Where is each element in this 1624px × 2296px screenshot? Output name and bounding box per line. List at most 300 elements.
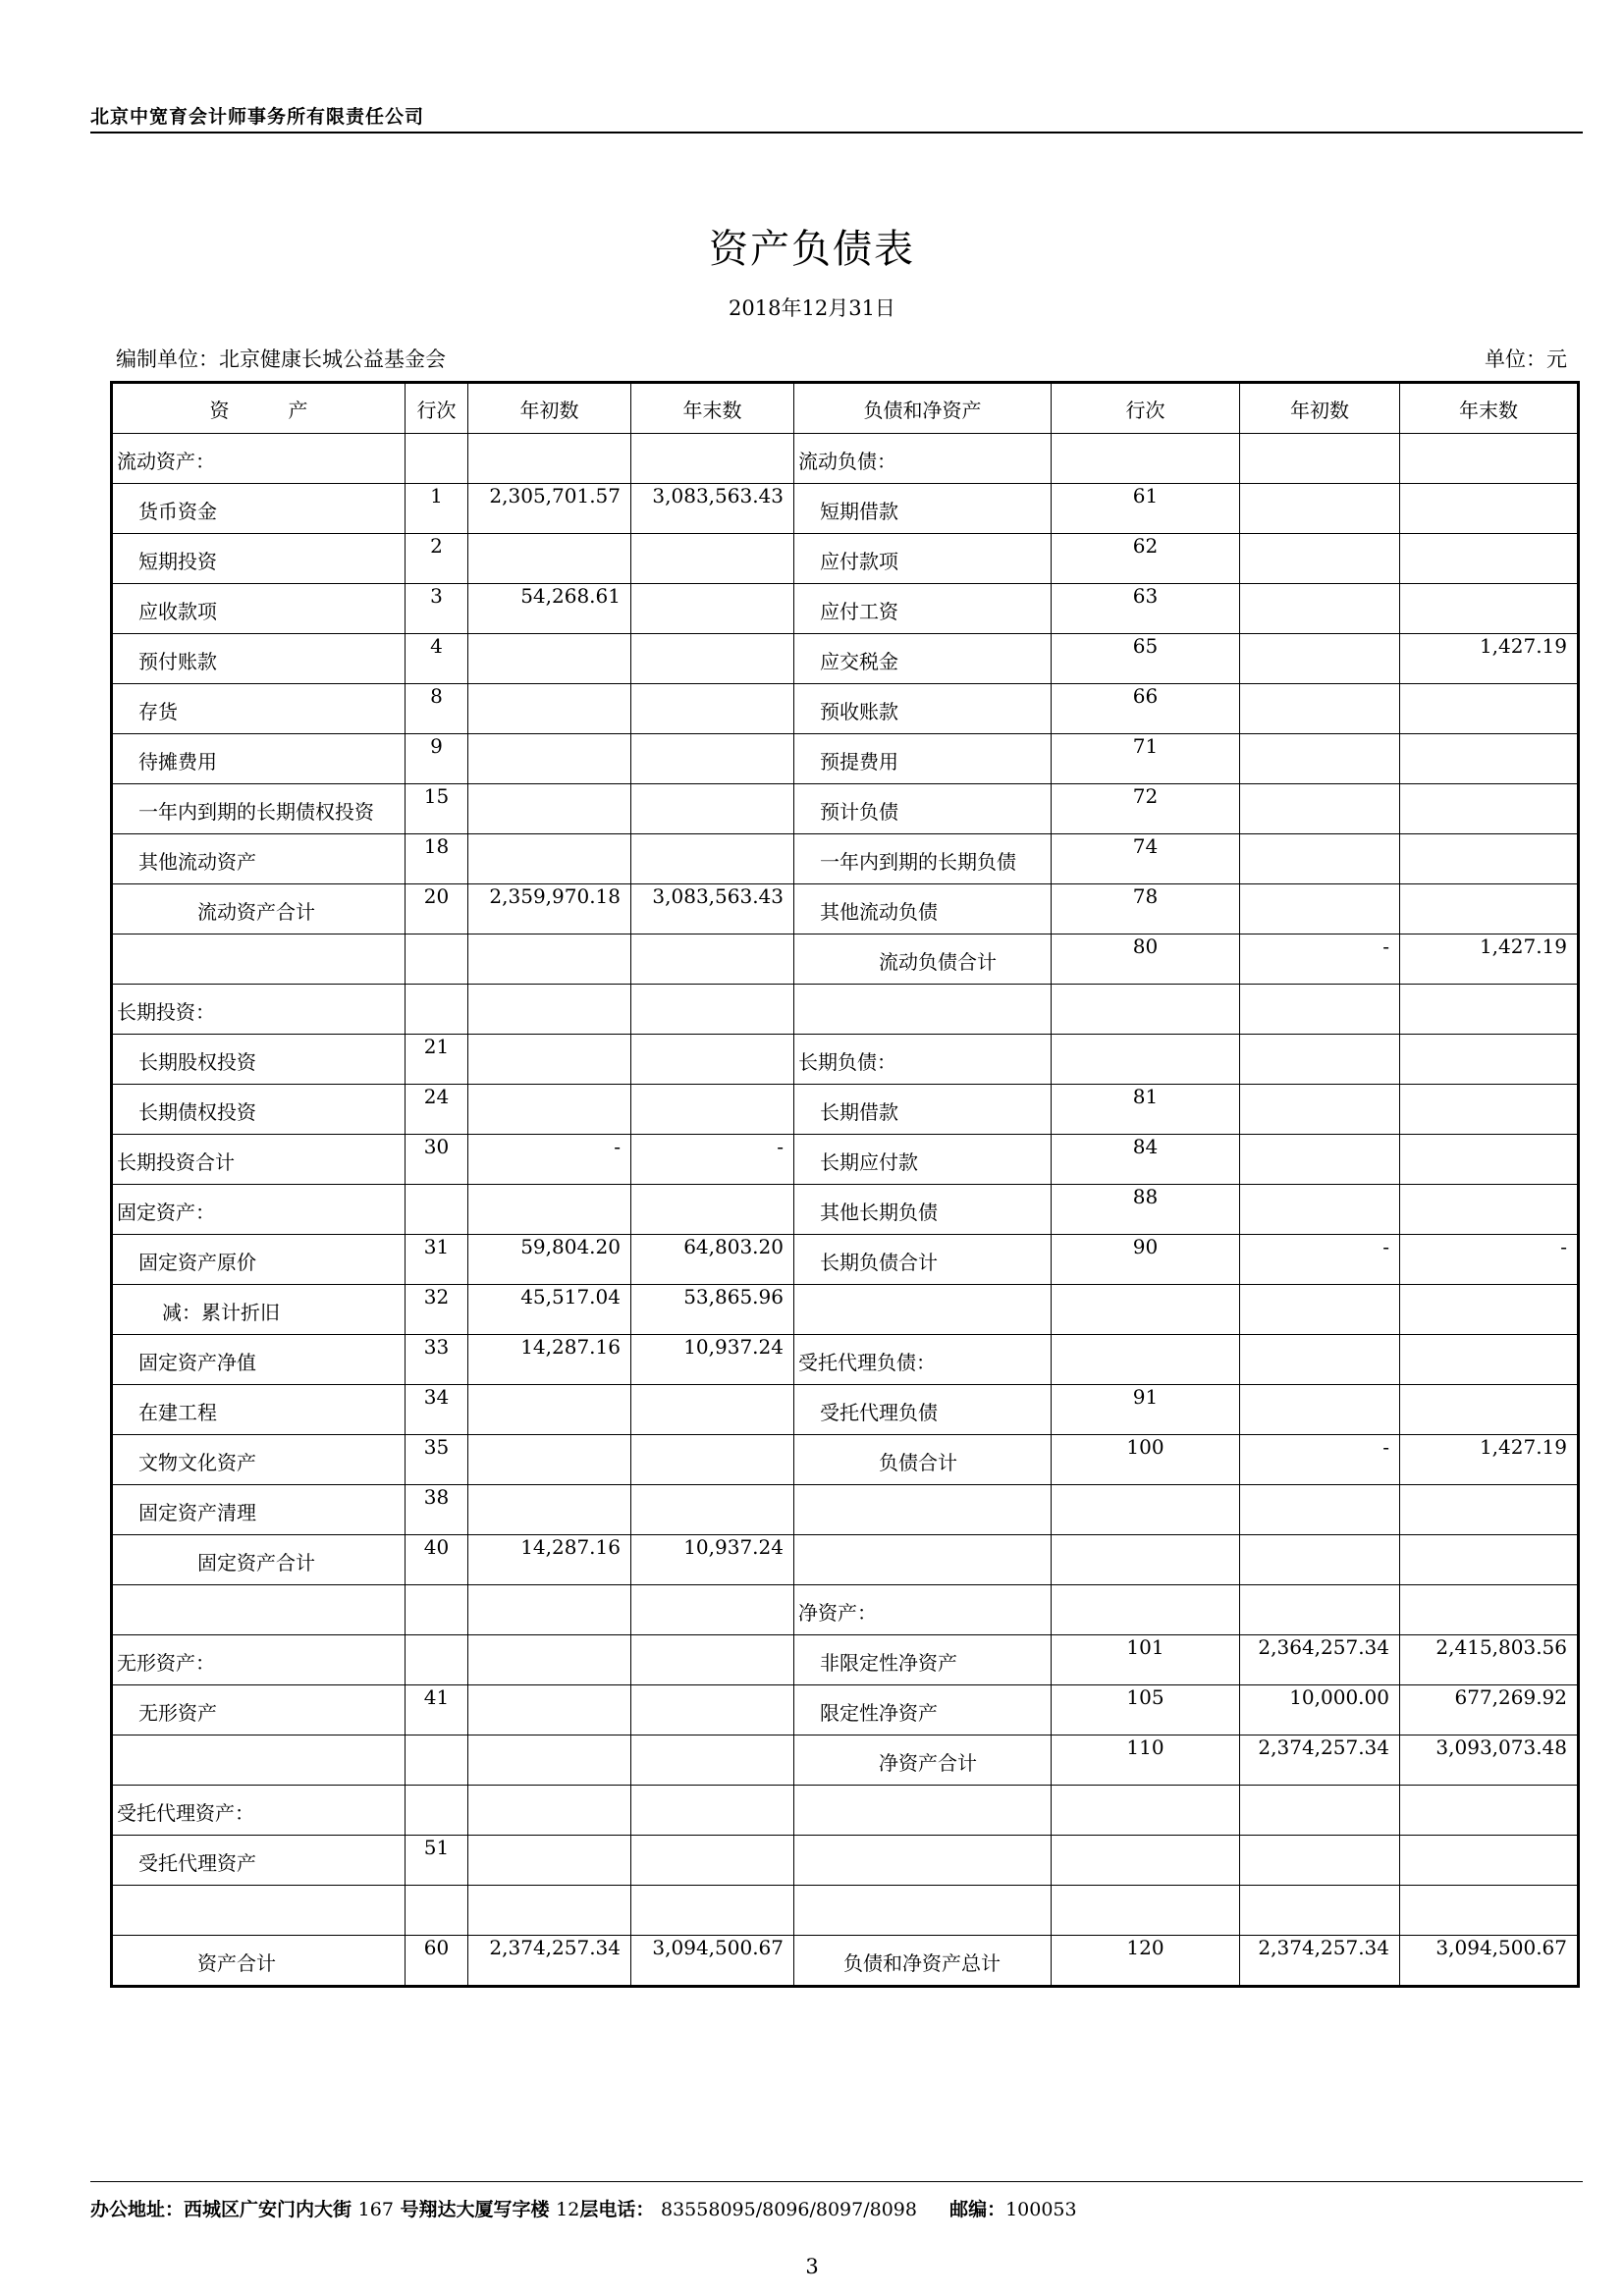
asset-line-no: 8: [430, 684, 443, 708]
column-header: 年初数: [1240, 383, 1400, 434]
asset-item-cell: [112, 1235, 406, 1285]
asset-item: 文物文化资产: [138, 1451, 256, 1474]
liability-ending-value: [1400, 1135, 1577, 1145]
asset-line-no: 3: [430, 584, 443, 608]
liability-ending-value-cell: [1400, 684, 1579, 734]
liability-beginning-value: [1240, 1185, 1399, 1195]
asset-ending-value: [631, 1685, 793, 1695]
liability-line-no: 63: [1132, 584, 1159, 608]
asset-beginning-value-cell: [468, 634, 631, 684]
asset-ending-value-cell: [631, 1735, 794, 1786]
asset-item: 长期投资合计: [117, 1150, 235, 1174]
asset-beginning-value: [468, 1385, 630, 1395]
liability-ending-value: 1,427.19: [1479, 934, 1567, 958]
asset-item: 短期投资: [138, 550, 217, 573]
liability-ending-value: [1400, 1385, 1577, 1395]
asset-line-no: 33: [423, 1335, 450, 1359]
liability-beginning-value: [1240, 584, 1399, 594]
asset-line-no-cell: [406, 1886, 468, 1936]
asset-line-no-cell: [406, 1585, 468, 1635]
liability-ending-value: [1400, 1886, 1577, 1896]
liability-beginning-value: -: [1382, 934, 1389, 958]
asset-item-cell: [112, 534, 406, 584]
postal-code: 100053: [1005, 2199, 1077, 2220]
asset-item-cell: [112, 684, 406, 734]
asset-line-no: 18: [423, 834, 450, 858]
asset-beginning-value-cell: [468, 985, 631, 1035]
liability-beginning-value: [1240, 1786, 1399, 1795]
liability-ending-value-cell: [1400, 884, 1579, 934]
liability-item-cell: [794, 1135, 1052, 1185]
asset-ending-value-cell: [631, 1435, 794, 1485]
liability-line-no-cell: [1052, 684, 1240, 734]
asset-beginning-value-cell: [468, 934, 631, 985]
asset-item-cell: [112, 1435, 406, 1485]
table-row: [112, 1035, 1579, 1085]
liability-item: 流动负债合计: [879, 950, 997, 974]
liability-line-no: 120: [1126, 1936, 1164, 1959]
asset-line-no-cell: [406, 1485, 468, 1535]
column-header: 年初数: [468, 383, 631, 434]
liability-ending-value-cell: [1400, 1185, 1579, 1235]
asset-beginning-value-cell: [468, 1535, 631, 1585]
liability-ending-value-cell: [1400, 834, 1579, 884]
asset-ending-value: -: [777, 1135, 784, 1158]
table-row: [112, 1886, 1579, 1936]
liability-ending-value: [1400, 584, 1577, 594]
liability-beginning-value: [1240, 1836, 1399, 1845]
asset-line-no: [406, 985, 467, 993]
liability-beginning-value-cell: [1240, 884, 1400, 934]
liability-ending-value-cell: [1400, 1385, 1579, 1435]
liability-line-no-cell: [1052, 884, 1240, 934]
liability-ending-value-cell: [1400, 934, 1579, 985]
column-header: 年末数: [1400, 383, 1579, 434]
asset-ending-value: [631, 1735, 793, 1745]
liability-beginning-value-cell: [1240, 1035, 1400, 1085]
liability-ending-value-cell: [1400, 1535, 1579, 1585]
header-rule: [90, 132, 1583, 133]
liability-beginning-value-cell: [1240, 1335, 1400, 1385]
asset-item-cell: [112, 1585, 406, 1635]
liability-item-cell: [794, 1085, 1052, 1135]
asset-ending-value: 10,937.24: [683, 1335, 784, 1359]
liability-line-no: 101: [1126, 1635, 1164, 1659]
table-row: [112, 784, 1579, 834]
asset-beginning-value: [468, 634, 630, 644]
table-row: [112, 1435, 1579, 1485]
asset-beginning-value-cell: [468, 1185, 631, 1235]
liability-line-no-cell: [1052, 1485, 1240, 1535]
liability-beginning-value: [1240, 534, 1399, 544]
asset-ending-value-cell: [631, 1685, 794, 1735]
asset-ending-value-cell: [631, 1635, 794, 1685]
liability-item: 非限定性净资产: [820, 1651, 957, 1675]
asset-line-no-cell: [406, 1135, 468, 1185]
asset-line-no-cell: [406, 684, 468, 734]
asset-item: 存货: [138, 700, 178, 723]
liability-beginning-value-cell: [1240, 484, 1400, 534]
liability-beginning-value-cell: [1240, 1635, 1400, 1685]
page-number: 3: [805, 2255, 819, 2278]
liability-item-cell: [794, 1685, 1052, 1735]
liability-ending-value: [1400, 534, 1577, 544]
asset-item-cell: [112, 934, 406, 985]
asset-beginning-value-cell: [468, 1385, 631, 1435]
liability-line-no: 71: [1132, 734, 1159, 758]
report-title: 资产负债表: [709, 227, 915, 272]
table-row: [112, 1735, 1579, 1786]
table-row: [112, 484, 1579, 534]
asset-item-cell: [112, 1836, 406, 1886]
asset-ending-value-cell: [631, 1786, 794, 1836]
liability-ending-value: 677,269.92: [1454, 1685, 1567, 1709]
asset-item-cell: [112, 1936, 406, 1987]
asset-beginning-value: 14,287.16: [520, 1335, 621, 1359]
asset-line-no: [406, 434, 467, 443]
liability-beginning-value-cell: [1240, 1235, 1400, 1285]
asset-ending-value-cell: [631, 1385, 794, 1435]
liability-line-no: 88: [1132, 1185, 1159, 1208]
liability-item-cell: [794, 1886, 1052, 1936]
asset-line-no-cell: [406, 834, 468, 884]
asset-line-no: 34: [423, 1385, 450, 1409]
asset-line-no: 4: [430, 634, 443, 658]
asset-ending-value: 3,083,563.43: [652, 484, 784, 507]
asset-item-cell: [112, 1085, 406, 1135]
asset-item-cell: [112, 584, 406, 634]
asset-line-no: [406, 1635, 467, 1644]
liability-beginning-value-cell: [1240, 1135, 1400, 1185]
asset-line-no-cell: [406, 1535, 468, 1585]
asset-ending-value: [631, 1635, 793, 1645]
asset-line-no-cell: [406, 1185, 468, 1235]
liability-item-cell: [794, 1735, 1052, 1786]
asset-line-no: 40: [423, 1535, 450, 1559]
asset-beginning-value-cell: [468, 1585, 631, 1635]
liability-line-no: 72: [1132, 784, 1159, 808]
asset-item-cell: [112, 434, 406, 484]
table-row: [112, 534, 1579, 584]
liability-beginning-value-cell: [1240, 1485, 1400, 1535]
floor-number: 12: [556, 2199, 580, 2220]
asset-ending-value-cell: [631, 1836, 794, 1886]
asset-line-no-cell: [406, 1786, 468, 1836]
liability-beginning-value: -: [1382, 1235, 1389, 1258]
asset-item-cell: [112, 1685, 406, 1735]
asset-ending-value: [631, 1786, 793, 1795]
liability-ending-value: [1400, 484, 1577, 494]
liability-item: 其他流动负债: [820, 900, 938, 924]
liability-ending-value: [1400, 834, 1577, 844]
asset-item-cell: [112, 1335, 406, 1385]
liability-line-no: [1052, 1836, 1239, 1844]
asset-item: [113, 1735, 405, 1747]
asset-item: 减：累计折旧: [162, 1301, 280, 1324]
liability-ending-value: [1400, 1335, 1577, 1345]
asset-line-no: [406, 934, 467, 943]
asset-ending-value: [631, 634, 793, 644]
liability-line-no-cell: [1052, 1735, 1240, 1786]
liability-beginning-value-cell: [1240, 1385, 1400, 1435]
asset-item: 固定资产原价: [138, 1251, 256, 1274]
asset-ending-value-cell: [631, 985, 794, 1035]
asset-line-no: [406, 1786, 467, 1794]
liability-line-no-cell: [1052, 1535, 1240, 1585]
table-row: [112, 634, 1579, 684]
table-row: [112, 1385, 1579, 1435]
liability-item: 预收账款: [820, 700, 898, 723]
asset-ending-value: 53,865.96: [683, 1285, 784, 1308]
liability-line-no-cell: [1052, 1886, 1240, 1936]
asset-ending-value-cell: [631, 734, 794, 784]
liability-line-no: 65: [1132, 634, 1159, 658]
asset-beginning-value: [468, 1786, 630, 1795]
liability-ending-value: 1,427.19: [1479, 1435, 1567, 1459]
liability-ending-value: [1400, 1485, 1577, 1495]
liability-line-no-cell: [1052, 934, 1240, 985]
asset-line-no: [406, 1735, 467, 1744]
asset-item: 固定资产合计: [197, 1551, 315, 1575]
table-row: [112, 684, 1579, 734]
liability-item-cell: [794, 1635, 1052, 1685]
asset-beginning-value: [468, 1685, 630, 1695]
liability-ending-value: -: [1560, 1235, 1567, 1258]
table-row: [112, 1185, 1579, 1235]
asset-ending-value: [631, 1485, 793, 1495]
asset-beginning-value: [468, 534, 630, 544]
liability-item-cell: [794, 584, 1052, 634]
liability-line-no: 91: [1132, 1385, 1159, 1409]
liability-ending-value-cell: [1400, 434, 1579, 484]
asset-beginning-value-cell: [468, 1335, 631, 1385]
liability-line-no: 90: [1132, 1235, 1159, 1258]
asset-beginning-value: [468, 1035, 630, 1044]
asset-line-no-cell: [406, 1235, 468, 1285]
liability-beginning-value: [1240, 884, 1399, 894]
phone-numbers: 83558095/8096/8097/8098: [661, 2199, 917, 2220]
liability-line-no: 78: [1132, 884, 1159, 908]
table-row: [112, 584, 1579, 634]
asset-item-cell: [112, 1535, 406, 1585]
asset-line-no-cell: [406, 1936, 468, 1987]
asset-ending-value-cell: [631, 1135, 794, 1185]
asset-beginning-value: [468, 1836, 630, 1845]
liability-beginning-value-cell: [1240, 1185, 1400, 1235]
firm-name: 北京中宽育会计师事务所有限责任公司: [90, 106, 425, 128]
asset-item: 受托代理资产：: [117, 1801, 254, 1825]
liability-item: 限定性净资产: [820, 1701, 938, 1725]
liability-item-cell: [794, 1035, 1052, 1085]
asset-ending-value-cell: [631, 584, 794, 634]
liability-beginning-value-cell: [1240, 934, 1400, 985]
asset-beginning-value-cell: [468, 534, 631, 584]
liability-ending-value: [1400, 884, 1577, 894]
liability-item: 受托代理负债：: [798, 1351, 936, 1374]
liability-item-cell: [794, 1235, 1052, 1285]
liability-ending-value: 3,093,073.48: [1435, 1735, 1567, 1759]
table-row: [112, 884, 1579, 934]
asset-ending-value: [631, 1085, 793, 1095]
liability-ending-value-cell: [1400, 1735, 1579, 1786]
asset-line-no: [406, 1185, 467, 1194]
liability-line-no-cell: [1052, 734, 1240, 784]
asset-ending-value: [631, 1385, 793, 1395]
asset-beginning-value: [468, 1435, 630, 1445]
liability-beginning-value-cell: [1240, 1685, 1400, 1735]
liability-line-no: [1052, 1485, 1239, 1494]
liability-line-no: [1052, 1535, 1239, 1544]
column-header: 年末数: [631, 383, 794, 434]
office-address: [90, 2195, 1077, 2221]
liability-item-cell: [794, 1435, 1052, 1485]
asset-item: 长期股权投资: [138, 1050, 256, 1074]
liability-item: [794, 1886, 1051, 1897]
asset-item-cell: [112, 734, 406, 784]
asset-item: 应收款项: [138, 600, 217, 623]
liability-ending-value-cell: [1400, 634, 1579, 684]
asset-item-cell: [112, 634, 406, 684]
asset-beginning-value: [468, 1085, 630, 1095]
liability-beginning-value-cell: [1240, 834, 1400, 884]
liability-beginning-value-cell: [1240, 434, 1400, 484]
liability-line-no-cell: [1052, 784, 1240, 834]
liability-line-no: 105: [1126, 1685, 1164, 1709]
liability-line-no: 84: [1132, 1135, 1159, 1158]
liability-beginning-value: [1240, 634, 1399, 644]
liability-line-no: 66: [1132, 684, 1159, 708]
liability-beginning-value: 2,364,257.34: [1258, 1635, 1389, 1659]
asset-item: 待摊费用: [138, 750, 217, 774]
asset-ending-value: [631, 1035, 793, 1044]
liability-ending-value-cell: [1400, 1235, 1579, 1285]
asset-ending-value: [631, 834, 793, 844]
asset-beginning-value-cell: [468, 1435, 631, 1485]
column-header: 行次: [1052, 383, 1240, 434]
asset-beginning-value: [468, 1735, 630, 1745]
liability-item-cell: [794, 1285, 1052, 1335]
liability-item: 应付款项: [820, 550, 898, 573]
asset-beginning-value: 2,305,701.57: [489, 484, 621, 507]
liability-ending-value-cell: [1400, 534, 1579, 584]
liability-beginning-value: [1240, 834, 1399, 844]
asset-item-cell: [112, 1185, 406, 1235]
liability-item: 长期应付款: [820, 1150, 918, 1174]
asset-ending-value-cell: [631, 1035, 794, 1085]
footer-rule: [90, 2181, 1583, 2182]
asset-beginning-value: [468, 1886, 630, 1896]
table-row: [112, 1135, 1579, 1185]
table-row: [112, 934, 1579, 985]
liability-item: [794, 1786, 1051, 1797]
liability-beginning-value: [1240, 1485, 1399, 1495]
asset-line-no-cell: [406, 584, 468, 634]
liability-line-no-cell: [1052, 1836, 1240, 1886]
asset-item-cell: [112, 1385, 406, 1435]
asset-line-no: 41: [423, 1685, 450, 1709]
asset-item: 受托代理资产: [138, 1851, 256, 1875]
asset-beginning-value-cell: [468, 434, 631, 484]
asset-item: 货币资金: [138, 500, 217, 523]
asset-beginning-value: [468, 684, 630, 694]
liability-beginning-value: [1240, 1285, 1399, 1295]
table-row: [112, 834, 1579, 884]
asset-beginning-value: 59,804.20: [520, 1235, 621, 1258]
asset-line-no-cell: [406, 1035, 468, 1085]
asset-item-cell: [112, 1135, 406, 1185]
liability-ending-value-cell: [1400, 1085, 1579, 1135]
table-row: [112, 1936, 1579, 1987]
liability-item: 长期负债：: [798, 1050, 896, 1074]
asset-ending-value: [631, 734, 793, 744]
liability-beginning-value: [1240, 1135, 1399, 1145]
asset-line-no: 51: [423, 1836, 450, 1859]
asset-ending-value: 3,083,563.43: [652, 884, 784, 908]
asset-beginning-value: [468, 1485, 630, 1495]
liability-beginning-value-cell: [1240, 1285, 1400, 1335]
asset-item: 固定资产净值: [138, 1351, 256, 1374]
asset-ending-value-cell: [631, 934, 794, 985]
asset-line-no: 2: [430, 534, 443, 558]
liability-ending-value: [1400, 734, 1577, 744]
asset-beginning-value-cell: [468, 1786, 631, 1836]
asset-item-cell: [112, 1886, 406, 1936]
asset-item: 流动资产：: [117, 450, 215, 473]
table-row: [112, 434, 1579, 484]
table-header-row: [112, 383, 1579, 434]
liability-beginning-value: [1240, 1535, 1399, 1545]
asset-line-no-cell: [406, 784, 468, 834]
liability-ending-value: [1400, 1185, 1577, 1195]
liability-beginning-value-cell: [1240, 584, 1400, 634]
liability-beginning-value-cell: [1240, 1435, 1400, 1485]
liability-beginning-value-cell: [1240, 985, 1400, 1035]
liability-line-no-cell: [1052, 1085, 1240, 1135]
liability-beginning-value: [1240, 784, 1399, 794]
liability-beginning-value: 10,000.00: [1289, 1685, 1389, 1709]
liability-item: [794, 985, 1051, 996]
table-row: [112, 1285, 1579, 1335]
liability-item-cell: [794, 734, 1052, 784]
liability-line-no-cell: [1052, 834, 1240, 884]
liability-item-cell: [794, 1385, 1052, 1435]
liability-beginning-value-cell: [1240, 784, 1400, 834]
asset-beginning-value: -: [614, 1135, 621, 1158]
liability-item-cell: [794, 985, 1052, 1035]
liability-line-no-cell: [1052, 634, 1240, 684]
liability-line-no: [1052, 1285, 1239, 1294]
asset-ending-value-cell: [631, 784, 794, 834]
asset-line-no-cell: [406, 634, 468, 684]
asset-beginning-value-cell: [468, 834, 631, 884]
table-row: [112, 1335, 1579, 1385]
liability-beginning-value-cell: [1240, 1936, 1400, 1987]
asset-item: [113, 1585, 405, 1597]
asset-ending-value: [631, 1435, 793, 1445]
liability-line-no-cell: [1052, 584, 1240, 634]
liability-line-no-cell: [1052, 1786, 1240, 1836]
asset-line-no-cell: [406, 1385, 468, 1435]
asset-beginning-value-cell: [468, 1685, 631, 1735]
liability-item: 预计负债: [820, 800, 898, 824]
asset-item: 无形资产: [138, 1701, 217, 1725]
liability-line-no: [1052, 1786, 1239, 1794]
asset-item-cell: [112, 1635, 406, 1685]
asset-beginning-value-cell: [468, 1735, 631, 1786]
asset-beginning-value-cell: [468, 1886, 631, 1936]
asset-ending-value: [631, 1185, 793, 1195]
asset-item-cell: [112, 1285, 406, 1335]
